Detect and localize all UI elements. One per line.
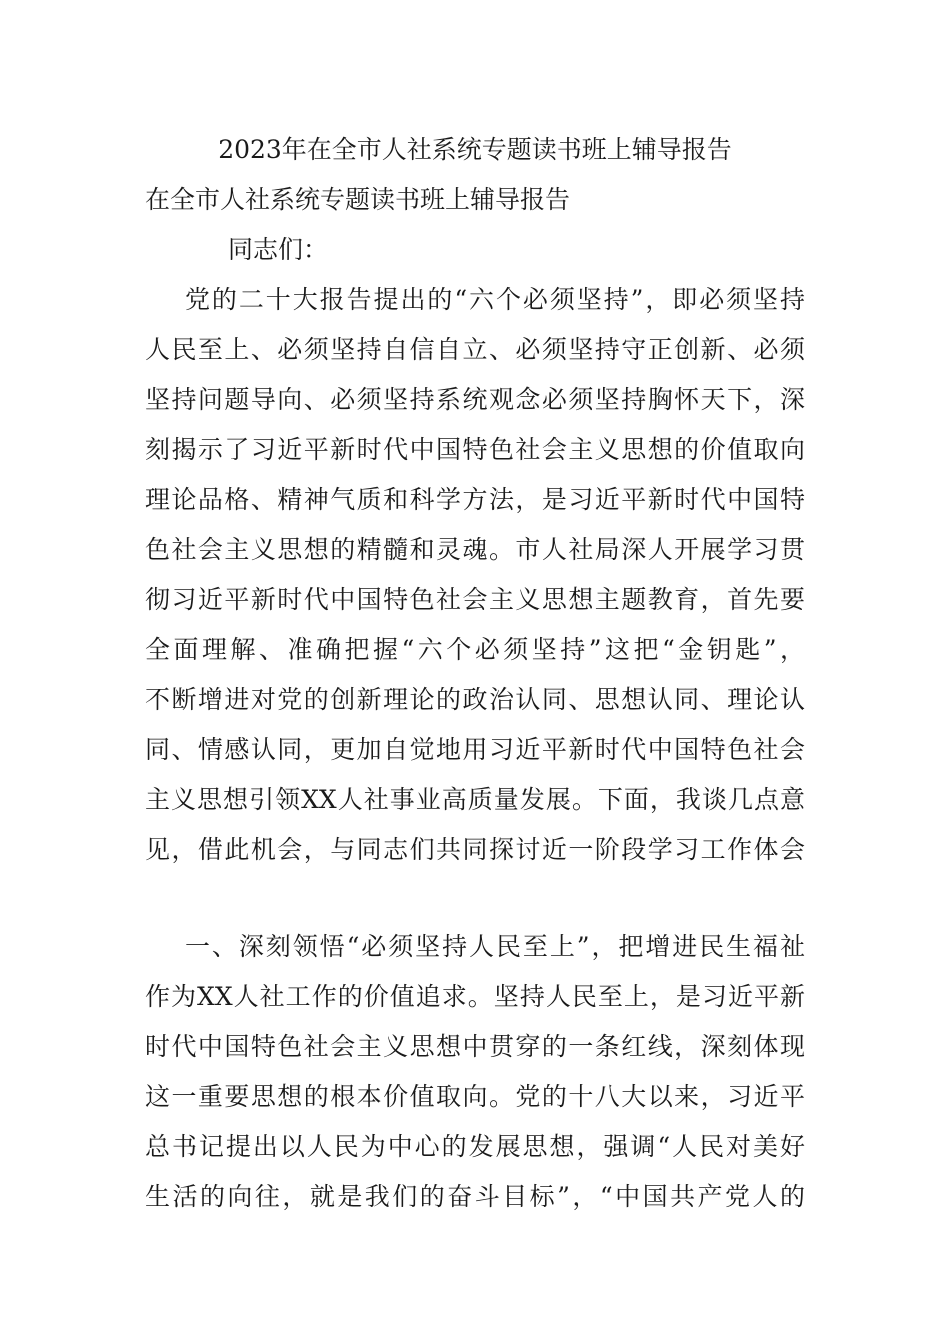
paragraph-2-line: 作为XX人社工作的价值追求。坚持人民至上，是习近平新: [145, 982, 805, 1011]
paragraph-1-line: 坚持问题导向、必须坚持系统观念必须坚持胸怀天下，深: [145, 385, 805, 414]
paragraph-1-line: 不断增进对党的创新理论的政治认同、思想认同、理论认: [145, 685, 805, 714]
paragraph-1-line: 刻揭示了习近平新时代中国特色社会主义思想的价值取向: [145, 435, 805, 464]
paragraph-2-line: 时代中国特色社会主义思想中贯穿的一条红线，深刻体现: [145, 1032, 805, 1061]
paragraph-2-line: 一、深刻领悟“必须坚持人民至上”，把增进民生福祉: [185, 932, 805, 961]
paragraph-1-line: 色社会主义思想的精髓和灵魂。市人社局深人开展学习贯: [145, 535, 805, 564]
paragraph-2-line: 总书记提出以人民为中心的发展思想，强调“人民对美好: [145, 1132, 805, 1161]
paragraph-1-line: 同、情感认同，更加自觉地用习近平新时代中国特色社会: [145, 735, 805, 764]
salutation: 同志们：: [228, 235, 329, 264]
paragraph-1-line: 人民至上、必须坚持自信自立、必须坚持守正创新、必须: [145, 335, 805, 364]
paragraph-2-line: 生活的向往，就是我们的奋斗目标”，“中国共产党人的: [145, 1182, 805, 1211]
paragraph-1-line: 主义思想引领XX人社事业高质量发展。下面，我谈几点意: [145, 785, 805, 814]
paragraph-1-line: 彻习近平新时代中国特色社会主义思想主题教育，首先要: [145, 585, 805, 614]
paragraph-1-line: 全面理解、准确把握“六个必须坚持”这把“金钥匙”，: [145, 635, 805, 664]
document-title: 2023年在全市人社系统专题读书班上辅导报告: [218, 135, 732, 164]
document-subtitle: 在全市人社系统专题读书班上辅导报告: [145, 185, 571, 214]
paragraph-1-line: 党的二十大报告提出的“六个必须坚持”，即必须坚持: [185, 285, 805, 314]
paragraph-1-line: 见，借此机会，与同志们共同探讨近一阶段学习工作体会: [145, 835, 805, 864]
paragraph-2-line: 这一重要思想的根本价值取向。党的十八大以来，习近平: [145, 1082, 805, 1111]
paragraph-1-line: 理论品格、精神气质和科学方法，是习近平新时代中国特: [145, 485, 805, 514]
